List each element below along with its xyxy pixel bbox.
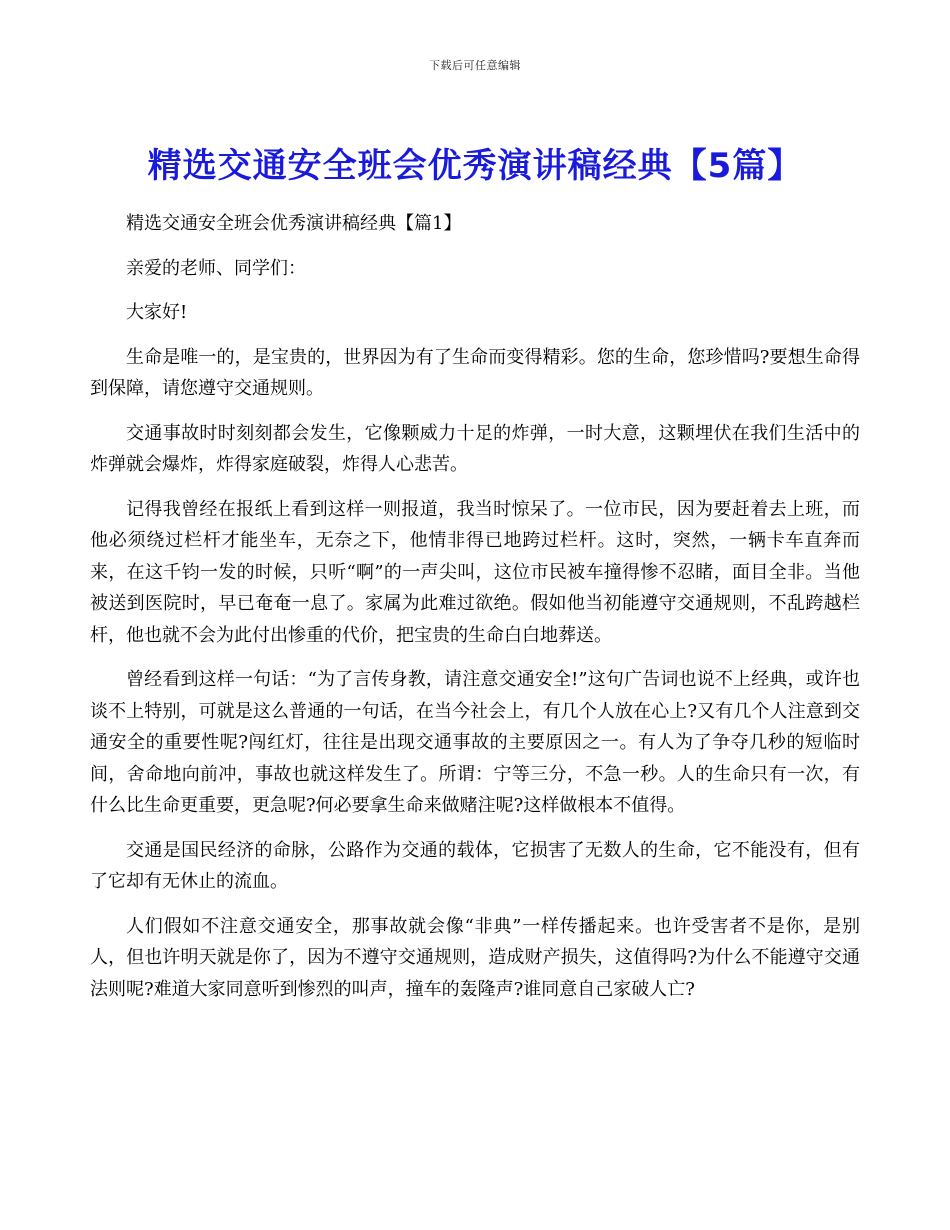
header-note: 下载后可任意编辑: [429, 59, 521, 72]
paragraph-section-heading: 精选交通安全班会优秀演讲稿经典【篇1】: [126, 213, 462, 234]
paragraph-salutation: 亲爱的老师、同学们：: [126, 257, 306, 279]
document-title: 精选交通安全班会优秀演讲稿经典【5篇】: [147, 146, 803, 186]
document-body: [90, 208, 860, 1018]
paragraph: 生命是唯一的，是宝贵的，世界因为有了生命而变得精彩。您的生命，您珍惜吗?要想生命得到保障，请您遵守交通规则。: [90, 346, 860, 399]
paragraph: 交通是国民经济的命脉，公路作为交通的载体，它损害了无数人的生命，它不能没有，但有了它却有无休止的流血。: [90, 839, 860, 892]
paragraph: 人们假如不注意交通安全，那事故就会像“非典”一样传播起来。也许受害者不是你，是别人，但也许明天就是你了，因为不遵守交通规则，造成财产损失，这值得吗?为什么不能遵守交通法则呢?难道大家同意听到惨烈的叫声，撞车的轰隆声?谁同意自己家破人亡?: [90, 915, 860, 1000]
paragraph: 记得我曾经在报纸上看到这样一则报道，我当时惊呆了。一位市民，因为要赶着去上班，而他必须绕过栏杆才能坐车，无奈之下，他情非得已地跨过栏杆。这时，突然，一辆卡车直奔而来，在这千钧一发的时候，只听“啊”的一声尖叫，这位市民被车撞得惨不忍睹，面目全非。当他被送到医院时，早已奄奄一息了。家属为此难过欲绝。假如他当初能遵守交通规则，不乱跨越栏杆，他也就不会为此付出惨重的代价，把宝贵的生命白白地葬送。: [90, 498, 860, 646]
paragraph-greeting: 大家好!: [126, 302, 188, 323]
paragraph: 交通事故时时刻刻都会发生，它像颗威力十足的炸弹，一时大意，这颗埋伏在我们生活中的炸弹就会爆炸，炸得家庭破裂，炸得人心悲苦。: [90, 422, 860, 475]
paragraph: 曾经看到这样一句话：“为了言传身教，请注意交通安全!”这句广告词也说不上经典，或许也谈不上特别，可就是这么普通的一句话，在当今社会上，有几个人放在心上?又有几个人注意到交通安全的重要性呢?闯红灯，往往是出现交通事故的主要原因之一。有人为了争夺几秒的短临时间，舍命地向前冲，事故也就这样发生了。所谓：宁等三分，不急一秒。人的生命只有一次，有什么比生命更重要，更急呢?何必要拿生命来做赌注呢?这样做根本不值得。: [90, 669, 860, 816]
